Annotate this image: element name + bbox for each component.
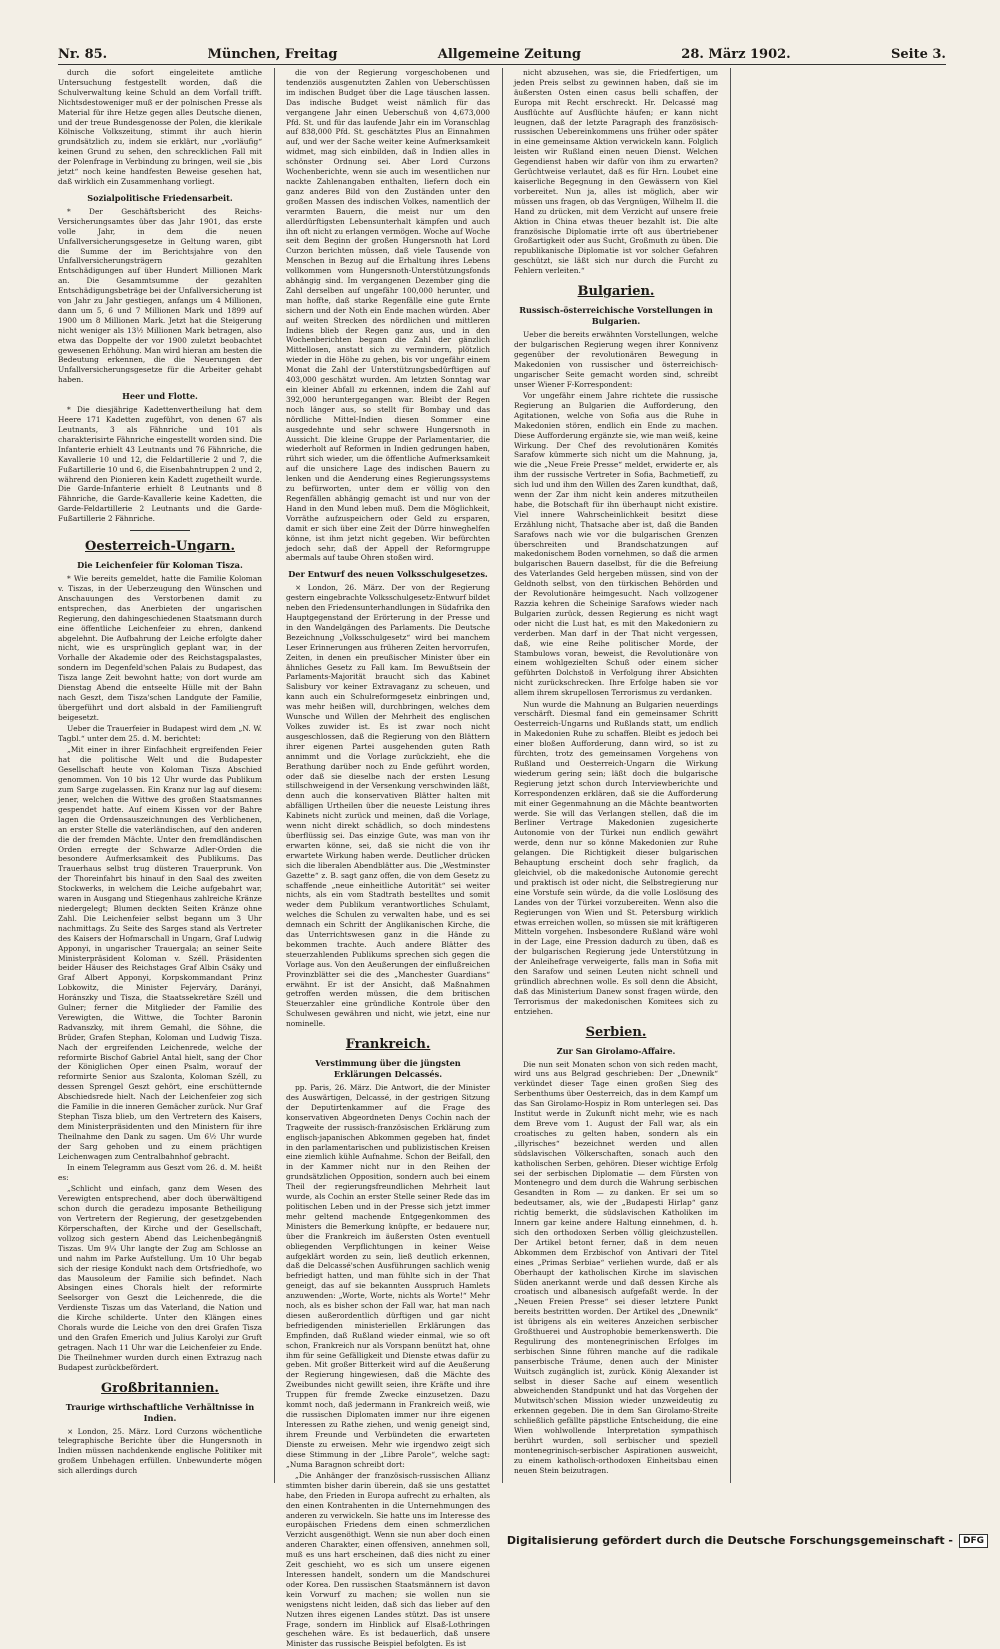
paragraph: × London, 26. März. Der von der Regierung gestern eingebrachte Volksschulgesetz-Entwurf bildet neben den Friedensunterhandlungen in Südafrika den Hauptgegenstand der Erörterung in der Presse und in den Wandelgängen des Parlaments. Die Deutsche Bezeichnung „Volksschulgesetz“ wird bei manchem Leser Erinnerungen aus früheren Zeiten hervorrufen, Zeiten, in denen ein preußischer Minister über ein ähnliches Gesetz zu Fall kam. Im Bewußtsein der Parlaments-Majorität braucht sich das Kabinet Salisbury vor keiner Extravaganz zu scheuen, und kann auch ein Schulreformgesetz einbringen und, was mehr heißen will, durchbringen, welches dem Wunsche und Willen der Mehrheit des englischen Volkes zuwider ist. Es ist zwar noch nicht ausgeschlossen, daß die Regierung von den Blättern ihrer eigenen Partei ausgehenden guten Rath annimmt und die Vorlage zurückzieht, ehe die Berathung darüber noch zu Ende geführt worden, oder daß sie dieselbe nach der ersten Lesung stillschweigend in der Versenkung verschwinden läßt, denn auch die konservativen Blätter halten mit abfälligen Urtheilen über die neueste Leistung ihres Kabinets nicht zurück und meinen, daß die Vorlage, wenn nicht direkt schädlich, so doch mindestens überflüssig sei. Das einzige Gute, was man von ihr erwarten könne, sei, daß sie nicht die von ihr erwartete Wirkung haben werde. Deutlicher drücken sich die liberalen Abendblätter aus. Die „Westminster Gazette“ z. B. sagt ganz offen, die von dem Gesetz zu schaffende „neue einheitliche Autorität“ sei weiter nichts, als ein vom Stadtrath bestelltes und somit weder dem Publikum verantwortliches Schulamt, welches die Schulen zu verwalten habe, und es sei demnach ein Schritt der Anglikanischen Kirche, die das Unterrichtswesen ganz in die Hände zu bekommen trachte. Auch andere Blätter des steuerzahlenden Publikums sprechen sich gegen die Vorlage aus. Von den Aeußerungen der einflußreichen Provinzblätter sei die des „Manchester Guardians“ erwähnt. Er ist der Ansicht, daß Maßnahmen getroffen werden müssen, die dem britischen Steuerzahler eine gründliche Kontrole über den Schulwesen gewähren und nicht, wie jetzt, eine nur nominelle. <box>286 583 490 1029</box>
section-heading: Sozialpolitische Friedensarbeit. <box>87 192 233 203</box>
page-number: Seite 3. <box>890 47 946 62</box>
paragraph: * Die diesjährige Kadettenvertheilung hat dem Heere 171 Kadetten zugeführt, von denen 67 als Leutnants, 3 als Fähnriche und 101 als charakterisirte Fähnriche eingestellt worden sind. Die Infanterie erhielt 43 Leutnants und 76 Fähnriche, die Kavallerie 10 und 12, die Feldartillerie 2 und 7, die Fußartillerie 10 und 6, die Eisenbahntruppen 2 und 2, während den Pionieren kein Kadett zugetheilt wurde. Die Garde-Infanterie erhielt 8 Leutnants und 8 Fähnriche, die Garde-Kavallerie keine Kadetten, die Garde-Feldartillerie 2 Leutnants und die Garde-Fußartillerie 2 Fähnriche. <box>58 405 262 524</box>
column-2 <box>286 68 490 1649</box>
article-heading: Zur San Girolamo-Affaire. <box>556 1045 676 1056</box>
country-heading: Bulgarien. <box>577 284 655 300</box>
paragraph: Ueber die bereits erwähnten Vorstellungen, welche der bulgarischen Regierung wegen ihrer Konnivenz gegenüber der revolutionären Bewegung in Makedonien von russischer und österreichisch-ungarischer Seite gemacht worden sind, schreibt unser Wiener F-Korrespondent: <box>514 330 718 389</box>
masthead <box>58 40 946 62</box>
paragraph: „Mit einer in ihrer Einfachheit ergreifenden Feier hat die politische Welt und die Budapester Gesellschaft heute von Koloman Tisza Abschied genommen. Von 10 bis 12 Uhr wurde das Publikum zum Sarge zugelassen. Ein Kranz nur lag auf diesem: jener, welchen die Wittwe des großen Staatsmannes gespendet hatte. Auf einem Kissen vor der Bahre lagen die Ordensauszeichnungen des Verblichenen, an erster Stelle die vaterländischen, auf den anderen die der fremden Mächte. Unter den fremdländischen Orden erregte der Schwarze Adler-Orden die besondere Aufmerksamkeit des Publikums. Das Trauerhaus selbst trug düsteren Trauerprunk. Von der Thoreinfahrt bis hinauf in den Saal des zweiten Stockwerks, in welchem die Leiche aufgebahrt war, waren in Ausgang und Stiegenhaus zahlreiche Kränze niedergelegt; Blumen deckten Seiten Kränze ohne Zahl. Die Leichenfeier selbst begann um 3 Uhr nachmittags. Zu Seite des Sarges stand als Vertreter des Kaisers der Hofmarschall in Ungarn, Graf Ludwig Apponyi, in ungarischer Trauergala; an seiner Seite Ministerpräsident Koloman v. Széll. Präsidenten beider Häuser des Reichstages Graf Albin Csáky und Graf Albert Apponyi, Korpskommandant Prinz Lobkowitz, die Minister Fejerváry, Darányi, Horánszky und Tisza, die Staatssekretäre Széll und Gulner; ferner die Mitglieder der Familie des Verewigten, die Wittwe, die Tochter Baronin Radvanszky, mit ihrem Gemahl, die Söhne, die Brüder, Grafen Stephan, Koloman und Ludwig Tisza. Nach der ergreifenden Leichenrede, welche der reformirte Bischof Gabriel Antal hielt, sang der Chor der Königlichen Oper einen Psalm, worauf der reformirte Senior aus Szalonta, Koloman Széll, zu dessen Sprengel Geszt gehört, eine erschütternde Abschiedsrede hielt. Nach der Leichenfeier zog sich die Familie in die inneren Gemächer zurück. Nur Graf Stephan Tisza blieb, um den Vertretern des Kaisers, dem Ministerpräsidenten und den Ministern für ihre Theilnahme den Dank zu sagen. Um 6½ Uhr wurde der Sarg gehoben und zu einem prächtigen Leichenwagen zum Centralbahnhof gebracht. <box>58 745 262 1161</box>
article-heading: Die Leichenfeier für Koloman Tisza. <box>77 560 243 571</box>
divider <box>130 530 190 531</box>
paragraph: Vor ungefähr einem Jahre richtete die russische Regierung an Bulgarien die Aufforderung, den Agitationen, welche von Sofia aus die Ruhe in Makedonien stören, endlich ein Ende zu machen. Diese Aufforderung ergänzte sie, wie man weiß, keine Wirkung. Der Chef des revolutionären Komités Sarafow kümmerte sich nicht um die Mahnung, ja, wie die „Neue Freie Presse“ meldet, erwiderte er, als ihm der russische Vertreter in Sofia, Bachmetieff, zu sich lud und ihm den Willen des Zaren kundthat, daß, wenn der Zar ihm nicht kein anderes mitzutheilen habe, die Botschaft für ihn überhaupt nicht existire. Viel innere Wahrscheinlichkeit besitzt diese Erzählung nicht, Thatsache aber ist, daß die Banden Sarafows nach wie vor die bulgarischen Grenzen überschreiten und Brandschatzungen auf makedonischem Boden vornehmen, so daß die armen bulgarischen Bauern daselbst, für die die Befreiung des Vaterlandes Geld hergeben müssen, sind von der Geldnoth selbst, von den türkischen Behörden und der Revolutionäre heimgesucht. Nach vollzogener Razzia kehren die Scheinige Sarafows wieder nach Bulgarien zurück, dessen Regierung es nicht wagt oder nicht die Lust hat, es mit den Makedoniern zu verderben. Man darf in der That nicht vergessen, daß, wie eine Reihe politischer Morde, der Stambulows voran, beweist, die Revolutionäre von einem wohlgezielten Schuß oder einem sicher geführten Dolchstoß in Verfolgung ihrer Absichten nicht zurückschrecken. Ihre Erfolge haben sie vor allem ihrem skrupellosen Terrorismus zu verdanken. <box>514 390 718 698</box>
footer-text: Digitalisierung gefördert durch die Deutsche Forschungsgemeinschaft - <box>506 1534 953 1547</box>
paragraph: * Wie bereits gemeldet, hatte die Familie Koloman v. Tiszas, in der Ueberzeugung den Wünschen und Anschauungen des Verstorbenen damit zu entsprechen, das Anerbieten der ungarischen Regierung, den dahingeschiedenen Staatsmann durch eine öffentliche Leichenfeier zu ehren, dankend abgelehnt. Die Aufbahrung der Leiche erfolgte daher nicht, wie es ursprünglich geplant war, in der Vorhalle der Akademie oder des Reichstagspalastes, sondern im Degenfeld'schen Palais zu Budapest, das Tisza lange Zeit bewohnt hatte; von dort wurde am Dienstag Abend die entseelte Hülle mit der Bahn nach Geszt, dem Tisza'schen Landgute der Familie, übergeführt und dort alsbald in der Familiengruft beigesetzt. <box>58 574 262 722</box>
article-heading: Verstimmung über die jüngsten Erklärungen Delcassés. <box>315 1058 461 1080</box>
country-heading: Frankreich. <box>345 1037 431 1053</box>
place-day: München, Freitag <box>207 47 338 62</box>
paragraph: Nun wurde die Mahnung an Bulgarien neuerdings verschärft. Diesmal fand ein gemeinsamer Schritt Oesterreich-Ungarns und Rußlands statt, um endlich in Makedonien Ruhe zu schaffen. Bleibt es jedoch bei einer bloßen Aufforderung, dann wird, so ist zu fürchten, trotz des gemeinsamen Vorgehens von Rußland und Oesterreich-Ungarn die Wirkung wiederum gering sein; läßt doch die bulgarische Regierung jetzt schon durch Interviewberichte und Korrespondenzen erklären, daß sie die Aufforderung mit einer Gegenmahnung an die Mächte beantworten werde. Sie will das Verlangen stellen, daß die im Berliner Vertrage Makedonien zugesicherte Autonomie von der Türkei nun endlich gewährt werde, denn nur so könne Makedonien zur Ruhe gelangen. Die Richtigkeit dieser bulgarischen Behauptung erscheint doch sehr fraglich, da gleichviel, ob die makedonische Autonomie gerecht und praktisch ist oder nicht, die Selbstregierung nur eine Vorstufe sein würde, da die volle Loslösung des Landes von der Türkei vorzubereiten. Wenn also die Regierungen von Wien und St. Petersburg wirklich etwas erreichen wollen, so müssen sie mit kräftigeren Mitteln vorgehen. Insbesondere Rußland wäre wohl in der Lage, eine Pression dadurch zu üben, daß es der bulgarischen Regierung jede Unterstützung in der Anleihefrage verweigerte, falls man in Sofia mit den Sarafow und seinen Leuten nicht schnell und gründlich abrechnen wolle. Es soll denn die Absicht, daß das Ministerium Danew sonst fragen würde, den Terrorismus der makedonischen Komitees sich zu entziehen. <box>514 699 718 1016</box>
column-1 <box>58 68 262 1483</box>
paragraph: × London, 25. März. Lord Curzons wöchentliche telegraphische Berichte über die Hungersnoth in Indien müssen nachdenkende englische Politiker mit großem Unbehagen erfüllen. Unbewunderte mögen sich allerdings durch <box>58 1426 262 1476</box>
column-divider <box>730 68 731 1483</box>
country-heading: Oesterreich-Ungarn. <box>85 539 235 555</box>
header-rule <box>58 64 946 65</box>
column-3 <box>514 68 718 1483</box>
section-heading: Heer und Flotte. <box>122 391 198 402</box>
paragraph: die von der Regierung vorgeschobenen und tendenziös ausgenutzten Zahlen von Ueberschüssen im indischen Budget über die Lage täuschen lassen. Das indische Budget weist nämlich für das vergangene Jahr einen Ueberschuß von 4,673,000 Pfd. St. und für das laufende Jahr ein im Voranschlag auf 838,000 Pfd. St. geschätztes Plus an Einnahmen auf, und wer der Sache weiter keine Aufmerksamkeit widmet, mag sich einbilden, daß in Indien alles in schönster Ordnung sei. Aber Lord Curzons Wochenberichte, wenn sie auch im wesentlichen nur nackte Zahlenangaben enthalten, liefern doch ein ganz anderes Bild von den Zuständen unter den großen Massen des indischen Volkes, namentlich der verarmten Bauern, die meist nur um den allerdürftigsten Lebensunterhalt kämpfen und auch ihn oft nicht zu erlangen vermögen. Woche auf Woche seit dem Beginn der großen Hungersnoth hat Lord Curzon berichten müssen, daß viele Tausende von Menschen in Bezug auf die Erhaltung ihres Lebens vollkommen vom Hungersnoth-Unterstützungsfonds abhängig sind. Im vergangenen Dezember ging die Zahl derselben auf ungefähr 100,000 herunter, und man hoffte, daß starke Regenfälle eine gute Ernte sichern und der Noth ein Ende machen würden. Aber auf weiten Strecken des nördlichen und mittleren Indiens blieb der Regen ganz aus, und in den Wochenberichten begann die Zahl der gänzlich Mittellosen, anstatt sich zu vermindern, plötzlich wieder in die Höhe zu gehen, bis vor ungefähr einem Monat die Zahl der Unterstützungsbedürftigen auf 403,000 geschätzt wurden. Am letzten Sonntag war ein kleiner Abfall zu erkennen, indem die Zahl auf 392,000 heruntergegangen war. Bleibt der Regen noch länger aus, so stellt für Bombay und das nördliche Mittel-Indien diesen Sommer eine ausgedehnte und sehr schwere Hungersnoth in Aussicht. Die kleine Gruppe der Parlamentarier, die wiederholt auf Reformen in Indien gedrungen haben, rührt sich wieder, um die öffentliche Aufmerksamkeit auf die unsichere Lage des indischen Bauern zu lenken und die Aenderung eines Regierungssystems zu befürworten, unter dem er völlig von den Regenfällen abhängig gemacht ist und nur von der Hand in den Mund leben muß. Dem die Möglichkeit, Vorräthe aufzuspeichern oder Geld zu ersparen, damit er sich über eine Zeit der Dürre hinweghelfen könne, ist ihm jetzt nicht gegeben. Wir befürchten jedoch sehr, daß der Appell der Reformgruppe abermals auf taube Ohren stoßen wird. <box>286 68 490 563</box>
country-heading: Großbritannien. <box>101 1380 219 1396</box>
article-heading: Traurige wirthschaftliche Verhältnisse in Indien. <box>65 1401 255 1423</box>
issue-date: 28. März 1902. <box>681 47 791 62</box>
issue-number: Nr. 85. <box>58 47 108 62</box>
paragraph: „Schlicht und einfach, ganz dem Wesen des Verewigten entsprechend, aber doch überwältigend schon durch die geradezu imposante Betheiligung von Vertretern der Regierung, der gesetzgebenden Körperschaften, der Kirche und der Gesellschaft, vollzog sich gestern Abend das Leichenbegängniß Tiszas. Um 9¼ Uhr langte der Zug am Schlosse an und nahm im Parke Aufstellung. Um 10 Uhr begab sich der riesige Kondukt nach dem Ortsfriedhofe, wo das Mausoleum der Familie sich befindet. Nach Absingen eines Chorals hielt der reformirte Seelsorger von Geszt die Leichenrede, die die Verdienste Tiszas um das Vaterland, die Nation und die Kirche schilderte. Unter den Klängen eines Chorals wurde die Leiche von den drei Grafen Tisza und den Grafen Emerich und Julius Karolyi zur Gruft getragen. Nach 11 Uhr war die Leichenfeier zu Ende. Die Theilnehmer wurden durch einen Extrazug nach Budapest zurückbefördert. <box>58 1184 262 1372</box>
article-heading: Russisch-österreichische Vorstellungen in Bulgarien. <box>519 305 713 327</box>
paragraph: pp. Paris, 26. März. Die Antwort, die der Minister des Auswärtigen, Delcassé, in der gestrigen Sitzung der Deputirtenkammer auf die Frage des konservativen Abgeordneten Denys Cochin nach der Tragweite der russisch-französischen Erklärung zum englisch-japanischen Abkommen gegeben hat, findet in den parlamentarischen und publizistischen Kreisen eine ziemlich kühle Aufnahme. Schon der Beifall, den in der Kammer nicht nur in den Reihen der grundsätzlichen Opposition, sondern auch bei einem Theil der regierungsfreundlichen Mehrheit laut wurde, als Cochin an erster Stelle seiner Rede das im politischen Leben und in der Presse sich jetzt immer mehr geltend machende Entgegenkommen des Ministers die Bemerkung knüpfte, er bedauere nur, über die Frankreich im äußersten Osten eventuell obliegenden Verpflichtungen in keiner Weise aufgeklärt worden zu sein, ließ deutlich erkennen, daß die Delcassé'schen Ausführungen sachlich wenig befriedigt hatten, und man fühlte sich in der That geneigt, das auf sie bekannten Ausspruch Hamlets anzuwenden: „Worte, Worte, nichts als Worte!“ Mehr noch, als es bisher schon der Fall war, hat man nach diesen außerordentlich dürftigen und gar nicht befriedigenden ministeriellen Erklärungen das Empfinden, daß Rußland wieder einmal, wie so oft schon, Frankreich nur als Vorspann benützt hat, ohne ihm für seine Gefälligkeit und Dienste etwas dafür zu geben. Mit großer Bitterkeit wird auf die Aeußerung der Regierung hingewiesen, daß die Mächte des Zweibundes nicht gewillt seien, ihre Kräfte und ihre Truppen für fremde Zwecke einzusetzen. Dazu kommt noch, daß jedermann in Frankreich weiß, wie die russischen Diplomaten immer nur ihre eigenen Interessen zu Rathe ziehen, und wenig geneigt sind, ihrem Freunde und Verbündeten die erwarteten Dienste zu erweisen. Mehr wie irgendwo zeigt sich diese Stimmung in der „Libre Parole“, welche sagt: „Numa Baragnon schreibt dort: <box>286 1083 490 1469</box>
column-divider <box>502 68 503 1483</box>
paragraph: * Der Geschäftsbericht des Reichs-Versicherungsamtes über das Jahr 1901, das erste volle Jahr, in dem die neuen Unfallversicherungsgesetze in Geltung waren, gibt die Summe der im Berichtsjahre von den Unfallversicherungsträgern gezahlten Entschädigungen auf über Hundert Millionen Mark an. Die Gesammtsumme der gezahlten Entschädigungsbeträge bei der Unfallversicherung ist von Jahr zu Jahr gestiegen, anfangs um 4 Millionen, dann um 5, 6 und 7 Millionen Mark und 1899 auf 1900 um 8 Millionen Mark. Jetzt hat die Steigerung nicht weniger als 13½ Millionen Mark betragen, also etwa das Doppelte der vor 1900 zuletzt beobachtet gewesenen Erhöhung. Man wird hieran am besten die Bedeutung erkennen, die die Neuerungen der Unfallversicherungsgesetze für die Arbeiter gehabt haben. <box>58 206 262 385</box>
paragraph: nicht abzusehen, was sie, die Friedfertigen, um jeden Preis selbst zu gewinnen haben, daß sie im äußersten Osten einen casus belli schaffen, der Europa mit Recht erschreckt. Hr. Delcassé mag Ausflüchte auf Ausflüchte häufen; er kann nicht leugnen, daß der letzte Paragraph des französisch-russischen Uebereinkommens uns früher oder später in eine gemeinsame Aktion verwickeln kann. Folglich leisten wir Rußland einen neuen Dienst. Welchen Gegendienst haben wir dafür von ihm zu erwarten? Gerüchtweise verlautet, daß es für Hrn. Loubet eine kaiserliche Begegnung in den Gewässern von Kiel vorbereitet. Nun ja, alles ist möglich, aber wir müssen uns fragen, ob das Vergnügen, Wilhelm II. die Hand zu drücken, mit dem Verzicht auf unsere freie Aktion in China etwas theuer bezahlt ist. Die alte französische Diplomatie irrte oft aus übertriebener Großartigkeit oder aus Sucht, Großmuth zu üben. Die republikanische Diplomatie ist vor solcher Gefahren geschützt, sie läßt sich nur durch die Furcht zu Fehlern verleiten.“ <box>514 68 718 276</box>
newspaper-title: Allgemeine Zeitung <box>437 47 582 62</box>
paragraph: Ueber die Trauerfeier in Budapest wird dem „N. W. Tagbl.“ unter dem 25. d. M. berichtet: <box>58 724 262 744</box>
paragraph: In einem Telegramm aus Geszt vom 26. d. M. heißt es: <box>58 1163 262 1182</box>
column-divider <box>274 68 275 1483</box>
paragraph: Die nun seit Monaten schon von sich reden macht, wird uns aus Belgrad geschrieben: Der „Dnewnik“ verkündet dieser Tage einen großen Sieg des Serbenthums über Oesterreich, das in dem Kampf um das San Girolamo-Hospiz in Rom unterlegen sei. Das Institut werde in Zukunft nicht mehr, wie es nach dem Breve vom 1. August der Fall war, als ein croatisches zu gelten haben, sondern als ein „illyrisches“ bezeichnet werden und allen südslavischen Völkerschaften, sonach auch den katholischen Serben, gehören. Dieser wichtige Erfolg sei der serbischen Diplomatie — dem Fürsten von Montenegro und dem durch die Wahrung serbischen Gesandten in Rom — zu danken. Er sei um so bedeutsamer, als, wie der „Budapesti Hirlap“ ganz richtig bemerkt, die südslavischen Katholiken im Innern gar keine andere Haltung einnehmen, d. h. sich den orthodoxen Serben völlig gleichzustellen. Der Artikel betont ferner, daß in dem neuen Abkommen dem Erzbischof von Antivari der Titel eines „Primas Serbiae“ verliehen wurde, daß er als Oberhaupt der katholischen Kirche im slavischen Süden anerkannt werde und daß dessen Kirche als croatisch und albanesisch aufgefaßt werde. In der „Neuen Freien Presse“ sei dieser letztere Punkt bereits bestritten worden. Der Artikel des „Dnewnik“ ist übrigens als ein weiteres Anzeichen serbischer Großthuerei und Austrophobie bemerkenswerth. Die Regulirung des montenegrinischen Erfolges im serbischen Sinne führen manche auf die radikale panserbische Träume, denen auch der Minister Wuitsch zugänglich ist, zurück. König Alexander ist selbst in dieser Sache auf einem wesentlich abweichenden Standpunkt und hat das Vorgehen der Mutwitsch'schen Mission wieder unzweideutig zu erkennen gegeben. Die in dem San Girolamo-Streite schließlich gefällte päpstliche Entscheidung, die eine Wien wohlwollende Interpretation sympathisch berührt wurden, soll serbischer und speziell montenegrinisch-serbischer Aspirationen ausweicht, zu einem katholisch-orthodoxen Einheitsbau einen neuen Stein beizutragen. <box>514 1059 718 1475</box>
dfg-logo: DFG <box>959 1534 988 1548</box>
paragraph: „Die Anhänger der französisch-russischen Allianz stimmten bisher darin überein, daß sie uns gestattet habe, den Frieden in Europa aufrecht zu erhalten, als den einen Kontrahenten in die Unternehmungen des anderen zu verwickeln. Sie hatte uns im Interesse des europäischen Friedens dem einen schmerzlichen Verzicht ausgenöthigt. Wenn sie nun aber doch einen anderen Charakter, einen offensiven, annehmen soll, muß es uns hart erscheinen, daß dies nicht zu einer Zeit geschieht, wo es sich um unsere eigenen Interessen handelt, sondern um die Mandschurei oder Korea. Den russischen Staatsmännern ist davon kein Vorwurf zu machen; sie wollen nun sie wenigstens nicht leiden, daß sich das lieber auf den Nutzen ihres eigenen Landes stützt. Das ist unsere Frage, sondern im Hinblick auf Elsaß-Lothringen geschehen wäre. Es ist bedauerlich, daß unsere Minister das russische Beispiel befolgten. Es ist <box>286 1470 490 1649</box>
country-heading: Serbien. <box>585 1024 647 1040</box>
digitization-footer <box>0 1528 1000 1553</box>
article-heading: Der Entwurf des neuen Volksschulgesetzes. <box>288 569 488 580</box>
paragraph: durch die sofort eingeleitete amtliche Untersuchung festgestellt worden, daß die Schulverwaltung keine Schuld an dem Vorfall trifft. Nichtsdestoweniger muß er der polnischen Presse als Material für ihre Hetze gegen alles Deutsche dienen, und der treue Bundesgenosse der Polen, die klerikale Kölnische Volkszeitung, stimmt ihr auch hierin grundsätzlich zu, indem sie erklärt, nur „vorläufig“ keinen Grund zu sehen, den schrecklichen Fall mit der Polenfrage in Verbindung zu bringen, weil sie „bis jetzt“ noch keine handfesten Beweise gesehen hat, daß wirklich ein Zusammenhang vorliegt. <box>58 68 262 186</box>
